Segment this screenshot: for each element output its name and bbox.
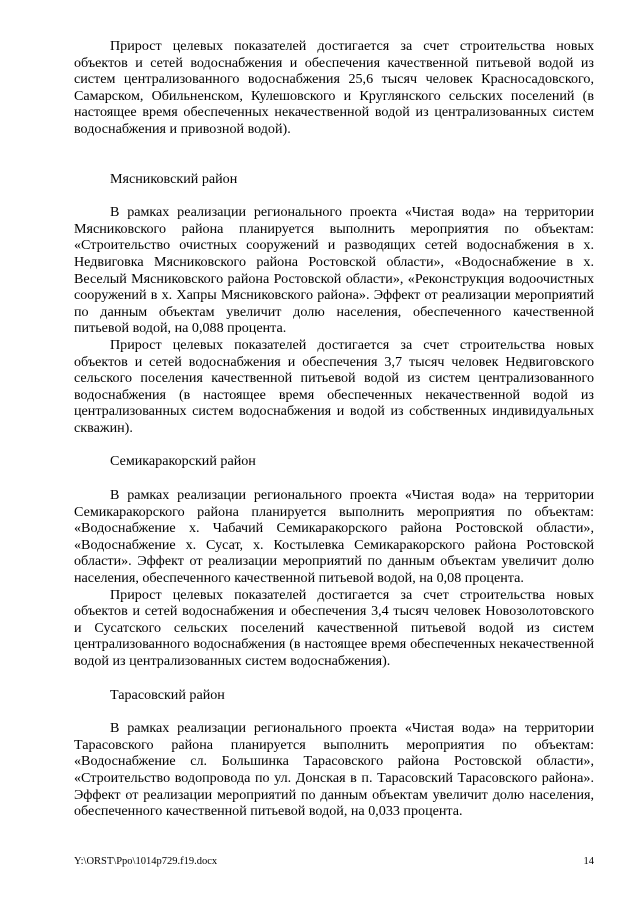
paragraph-intro: Прирост целевых показателей достигается за счет строительства новых объектов и сетей водоснабжения и обеспечения качественной питьевой водой из систем централизованного водоснабжения 25,6 тысяч человек Красносадовского, Самарском, Обильненском, Кулешовского и Круглянского сельских поселений (в настоящее время обеспеченных некачественной водой из централизованных систем водоснабжения и привозной водой). [74, 38, 594, 137]
paragraph-semikarakorsky-1: В рамках реализации регионального проекта «Чистая вода» на территории Семикаракорского района планируется выполнить мероприятия по объектам: «Водоснабжение х. Чабачий Семикаракорского района Ростовской области», «Водоснабжение х. Сусат, х. Костылевка Семикаракорского района Ростовской области». Эффект от реализации мероприятий по данным объектам увеличит долю населения, обеспеченного качественной питьевой водой, на 0,08 процента. [74, 487, 594, 587]
heading-semikarakorsky: Семикаракорский район [110, 453, 256, 470]
paragraph-myasnikovsky-2: Прирост целевых показателей достигается за счет строительства новых объектов и сетей водоснабжения и обеспечения 3,7 тысяч человек Недвиговского сельского поселения качественной питьевой водой из систем централизованного водоснабжения (в настоящее время обеспеченных некачественной водой из централизованных систем водоснабжения и водой из собственных индивидуальных скважин). [74, 336, 594, 436]
footer-page-number: 14 [583, 856, 594, 867]
paragraph-semikarakorsky-2: Прирост целевых показателей достигается за счет строительства новых объектов и сетей водоснабжения и обеспечения 3,4 тысяч человек Новозолотовского и Сусатского сельских поселений качественной питьевой водой из систем централизованного водоснабжения (в настоящее время обеспеченных некачественной водой из централизованных систем водоснабжения). [74, 586, 594, 669]
page-footer [74, 856, 594, 868]
heading-tarasovsky: Тарасовский район [110, 686, 225, 703]
paragraph-tarasovsky-1: В рамках реализации регионального проекта «Чистая вода» на территории Тарасовского района планируется выполнить мероприятия по объектам: «Водоснабжение сл. Большинка Тарасовского района Ростовской области», «Строительство водопровода по ул. Донская в п. Тарасовский Тарасовского района». Эффект от реализации мероприятий по данным объектам увеличит долю населения, обеспеченного качественной питьевой водой, на 0,033 процента. [74, 720, 594, 820]
paragraph-myasnikovsky-1: В рамках реализации регионального проекта «Чистая вода» на территории Мясниковского района планируется выполнить мероприятия по объектам: «Строительство очистных сооружений и разводящих сетей водоснабжения в х. Недвиговка Мясниковского района Ростовской области», «Водоснабжение в х. Веселый Мясниковского района Ростовской области», «Реконструкция водоочистных сооружений в х. Хапры Мясниковского района». Эффект от реализации мероприятий по данным объектам увеличит долю населения, обеспеченного качественной питьевой водой, на 0,088 процента. [74, 204, 594, 337]
footer-file-path: Y:\ORST\Ppo\1014p729.f19.docx [74, 856, 218, 867]
document-page [74, 38, 594, 820]
heading-myasnikovsky: Мясниковский район [110, 170, 238, 187]
